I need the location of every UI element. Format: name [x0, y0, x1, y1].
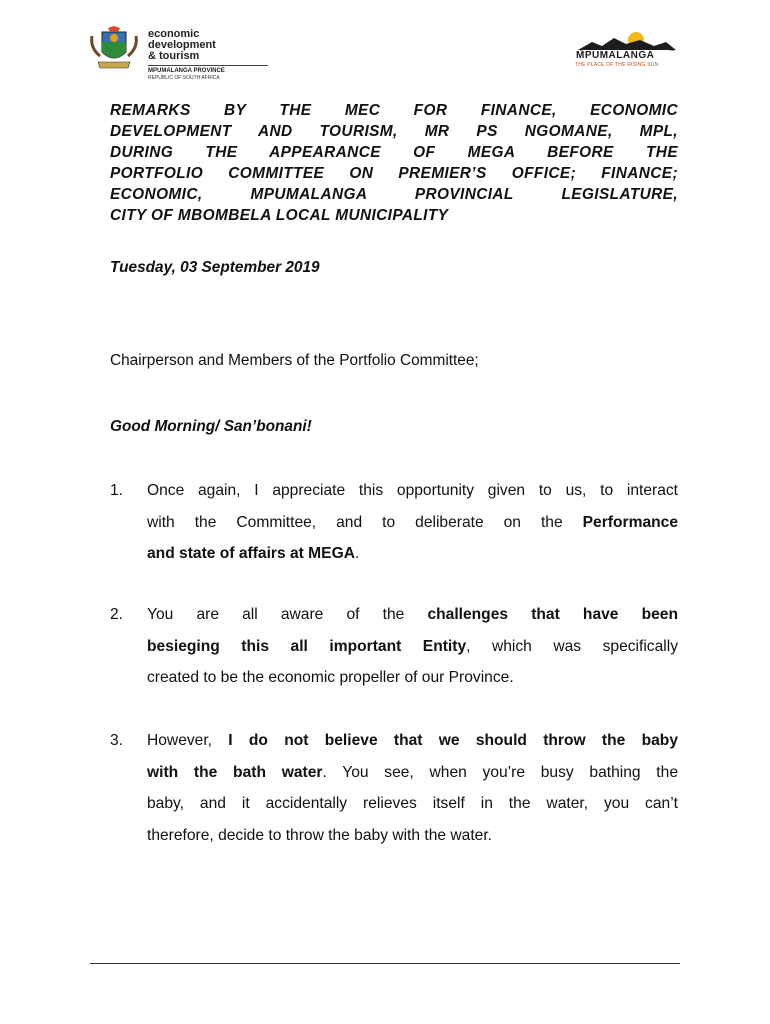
paragraph-number: 3. [110, 732, 124, 749]
coat-of-arms-icon [88, 26, 140, 70]
paragraph-text [147, 475, 678, 570]
paragraph-line: Once again, I appreciate this opportunity given to us, to interact [147, 482, 678, 499]
paragraph-3 [110, 725, 678, 857]
paragraph-line [147, 538, 678, 570]
mpumalanga-logo [574, 30, 678, 72]
bold-text-run: and state of affairs at MEGA [147, 545, 355, 562]
title-line: ECONOMIC, MPUMALANGA PROVINCIAL LEGISLATURE, [110, 186, 678, 203]
logo-country: REPUBLIC OF SOUTH AFRICA [148, 75, 220, 81]
paragraph-line: therefore, decide to throw the baby with the water. [147, 826, 492, 844]
mpumalanga-tagline: THE PLACE OF THE RISING SUN [575, 62, 659, 68]
paragraph-2 [110, 599, 678, 699]
title-line: REMARKS BY THE MEC FOR FINANCE, ECONOMIC [110, 102, 678, 119]
logo-province: MPUMALANGA PROVINCE [148, 68, 225, 74]
text-run: with the Committee, and to deliberate on the [147, 513, 583, 531]
bold-text-run: with the bath water [147, 763, 323, 781]
paragraph-1 [110, 475, 678, 575]
paragraph-line [147, 599, 678, 631]
paragraph-text [147, 725, 678, 851]
logo-title-line1: economic development [148, 28, 216, 51]
paragraph-text [147, 599, 678, 694]
rising-sun-icon [574, 30, 678, 52]
paragraph-line: baby, and it accidentally relieves itself in the water, you can’t [147, 795, 678, 812]
title-line: DURING THE APPEARANCE OF MEGA BEFORE THE [110, 144, 678, 161]
paragraph-number: 1. [110, 482, 124, 499]
footer-divider [90, 963, 680, 964]
text-run: . You see, when you’re busy bathing the [322, 763, 678, 781]
mpumalanga-wordmark: MPUMALANGA [576, 50, 655, 61]
document-title [110, 100, 678, 226]
logo-divider [148, 65, 268, 66]
text-run: However, [147, 732, 229, 749]
title-line: DEVELOPMENT AND TOURISM, MR PS NGOMANE, MPL, [110, 123, 678, 140]
bold-text-run: Performance [582, 513, 678, 531]
page-header [0, 0, 770, 90]
paragraph-line [147, 507, 678, 539]
paragraph-line [147, 725, 678, 757]
paragraph-line: created to be the economic propeller of our Province. [147, 669, 514, 686]
document-date: Tuesday, 03 September 2019 [110, 259, 320, 276]
bold-text-run: besieging this all important Entity [147, 637, 467, 655]
economic-development-logo [88, 26, 268, 81]
bold-text-run: I do not believe that we should throw the baby [228, 732, 678, 749]
title-line: PORTFOLIO COMMITTEE ON PREMIER’S OFFICE; FINANCE; [110, 165, 678, 182]
logo-title-line2: & tourism [148, 50, 200, 62]
text-run: , which was specifically [466, 637, 678, 655]
text-run: You are all aware of the [147, 606, 428, 623]
text-run: . [354, 545, 360, 562]
greeting: Good Morning/ San’bonani! [110, 418, 312, 435]
paragraph-line [147, 631, 678, 663]
bold-text-run: challenges that have been [427, 606, 678, 623]
paragraph-line [147, 757, 678, 789]
paragraph-number: 2. [110, 606, 124, 623]
salutation: Chairperson and Members of the Portfolio Committee; [110, 352, 479, 369]
title-line: CITY OF MBOMBELA LOCAL MUNICIPALITY [110, 207, 449, 224]
